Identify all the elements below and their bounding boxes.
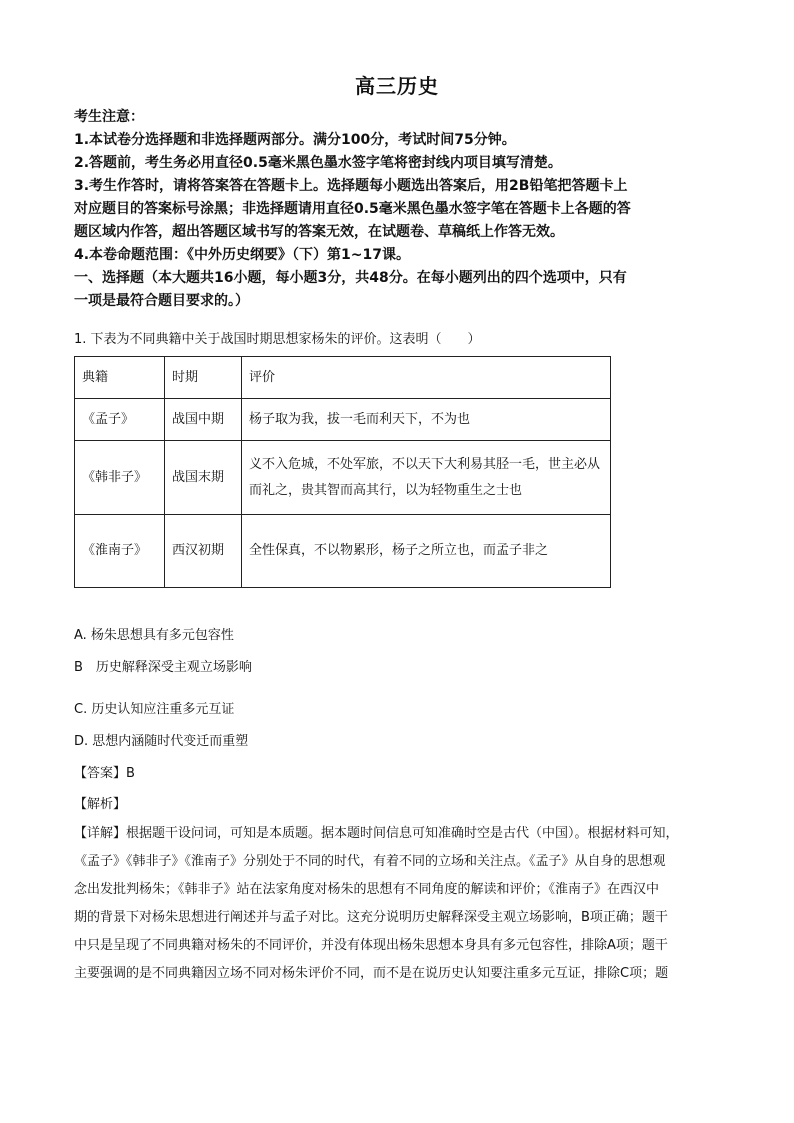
table-row bbox=[75, 515, 611, 588]
table-cell-eval: 义不入危城，不处军旅，不以天下大利易其胫一毛，世主必从而礼之，贵其智而高其行，以为轻物重生之士也 bbox=[242, 441, 611, 515]
notice-line: 对应题目的答案标号涂黑；非选择题请用直径0.5毫米黑色墨水签字笔在答题卡上各题的答 bbox=[74, 201, 631, 217]
table-row bbox=[75, 441, 611, 515]
option-d: D. 思想内涵随时代变迁而重塑 bbox=[74, 734, 249, 749]
table-header-cell: 评价 bbox=[242, 357, 611, 399]
exam-notice bbox=[74, 106, 724, 313]
table-cell-eval: 全性保真，不以物累形，杨子之所立也，而孟子非之 bbox=[242, 515, 611, 588]
table-cell-period: 战国中期 bbox=[165, 399, 242, 441]
table-header-cell: 时期 bbox=[165, 357, 242, 399]
detail-line: 主要强调的是不同典籍因立场不同对杨朱评价不同，而不是在说历史认知要注重多元互证，排除C项；题 bbox=[74, 966, 669, 981]
notice-line: 题区域内作答，超出答题区域书写的答案无效，在试题卷、草稿纸上作答无效。 bbox=[74, 224, 564, 240]
table-cell-book: 《韩非子》 bbox=[75, 441, 165, 515]
table-cell-period: 西汉初期 bbox=[165, 515, 242, 588]
section-heading: 一、选择题（本大题共16小题，每小题3分，共48分。在每小题列出的四个选项中，只有 bbox=[74, 270, 627, 286]
option-c: C. 历史认知应注重多元互证 bbox=[74, 702, 235, 717]
table-cell-eval: 杨子取为我，拔一毛而利天下，不为也 bbox=[242, 399, 611, 441]
detail-line: 【详解】根据题干设问词，可知是本质题。据本题时间信息可知准确时空是古代（中国）。根据材料可知， bbox=[74, 826, 679, 841]
question-stem: 1. 下表为不同典籍中关于战国时期思想家杨朱的评价。这表明（ ） bbox=[74, 332, 481, 347]
notice-line: 3.考生作答时，请将答案答在答题卡上。选择题每小题选出答案后，用2B铅笔把答题卡上 bbox=[74, 178, 628, 194]
notice-heading: 考生注意： bbox=[74, 109, 144, 125]
analysis-label: 【解析】 bbox=[74, 797, 127, 812]
table-cell-book: 《淮南子》 bbox=[75, 515, 165, 588]
option-a: A. 杨朱思想具有多元包容性 bbox=[74, 628, 234, 643]
detail-explanation bbox=[74, 820, 724, 988]
detail-line: 《孟子》《韩非子》《淮南子》分别处于不同的时代，有着不同的立场和关注点。《孟子》从自身的思想观 bbox=[74, 854, 666, 869]
notice-line: 4.本卷命题范围：《中外历史纲要》（下）第1~17课。 bbox=[74, 247, 411, 263]
page-title: 高三历史 bbox=[355, 74, 439, 98]
detail-line: 念出发批判杨朱；《韩非子》站在法家角度对杨朱的思想有不同角度的解读和评价；《淮南子》在西汉中 bbox=[74, 882, 660, 897]
notice-line: 2.答题前，考生务必用直径0.5毫米黑色墨水签字笔将密封线内项目填写清楚。 bbox=[74, 155, 562, 171]
answer-line: 【答案】B bbox=[74, 766, 135, 781]
section-heading: 一项是最符合题目要求的。） bbox=[74, 293, 249, 309]
table-row bbox=[75, 399, 611, 441]
option-b: B 历史解释深受主观立场影响 bbox=[74, 660, 252, 675]
table-cell-book: 《孟子》 bbox=[75, 399, 165, 441]
detail-line: 中只是呈现了不同典籍对杨朱的不同评价，并没有体现出杨朱思想本身具有多元包容性，排除A项；题干 bbox=[74, 938, 668, 953]
table-header-row bbox=[75, 357, 611, 399]
table-header-cell: 典籍 bbox=[75, 357, 165, 399]
detail-line: 期的背景下对杨朱思想进行阐述并与孟子对比。这充分说明历史解释深受主观立场影响，B项正确；题干 bbox=[74, 910, 668, 925]
evaluation-table bbox=[74, 356, 611, 588]
notice-line: 1.本试卷分选择题和非选择题两部分。满分100分，考试时间75分钟。 bbox=[74, 132, 516, 148]
table-cell-period: 战国末期 bbox=[165, 441, 242, 515]
